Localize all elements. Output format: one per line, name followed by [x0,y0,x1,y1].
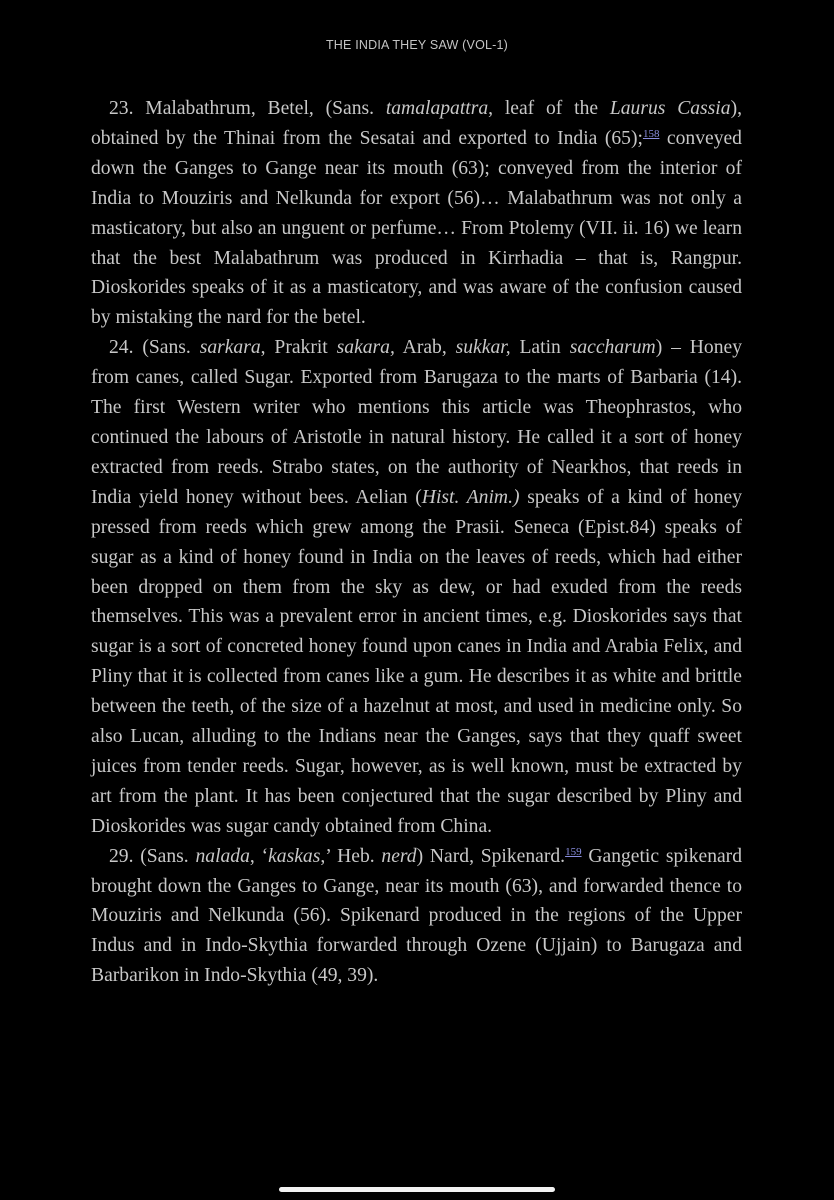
page-body [91,94,742,991]
text-run: ) – Honey from canes, called Sugar. Exported from Barugaza to the marts of Barbaria (14). The first Western writer who mentions this article was Theophrastos, who continued the labours of Aristotle in natural history. He called it a sort of honey extracted from reeds. Strabo states, on the authority of Nearkhos, that reeds in India yield honey without bees. Aelian ( [91,337,742,508]
italic-term: sakara, [336,337,395,359]
home-indicator[interactable] [279,1187,555,1192]
italic-term: tamalapattra [385,98,489,119]
italic-term: sukkar, [455,337,511,359]
text-run: 23. Malabathrum, Betel, (Sans. [109,98,386,119]
italic-term: kaskas [268,845,321,867]
running-header: THE INDIA THEY SAW (VOL-1) [325,38,509,52]
italic-term: saccharum [569,337,656,359]
footnote-link-159[interactable]: 159 [565,845,582,858]
italic-term: nerd [381,845,417,867]
paragraph-23 [91,94,742,333]
text-run: , Prakrit [260,337,337,359]
text-run: ) Nard, Spikenard. [416,845,566,867]
italic-term: Laurus Cassia [609,98,731,119]
text-run: Latin [510,337,570,359]
text-run: 29. (Sans. [109,845,196,867]
italic-term: Hist. Anim.) [421,486,520,508]
text-run: , ‘ [249,845,269,867]
text-run: conveyed down the Ganges to Gange near its mouth (63); conveyed from the interior of India to Mouziris and Nelkunda for export (56)… Malabathrum was not only a masticatory, but also an unguent or perfume… From Ptolemy (VII. ii. 16) we learn that the best Malabathrum was produced in Kirrhadia – that is, Rangpur. Dioskorides speaks of it as a masticatory, and was aware of the confusion caused by mistaking the nard for the betel. [91,127,742,329]
paragraph-29 [91,842,742,992]
footnote-link-158[interactable]: 158 [642,127,660,140]
text-run: ), obtained by the Thinai from the Sesatai and exported to India (65); [91,98,742,149]
text-run: , leaf of the [488,98,610,119]
text-run: 24. (Sans. [109,337,200,359]
italic-term: nalada [195,845,250,867]
text-run: ,’ Heb. [320,845,382,867]
italic-term: sarkara [199,337,261,359]
text-run: speaks of a kind of honey pressed from reeds which grew among the Prasii. Seneca (Epist.84) speaks of sugar as a kind of honey found in India on the leaves of reeds, which had either been dropped on them from the sky as dew, or had exuded from the reeds themselves. This was a prevalent error in ancient times, e.g. Dioskorides says that sugar is a sort of concreted honey found upon canes in India and Arabia Felix, and Pliny that it is collected from canes like a gum. He describes it as white and brittle between the teeth, of the size of a hazelnut at most, and used in medicine only. So also Lucan, alluding to the Indians near the Ganges, says that they quaff sweet juices from tender reeds. Sugar, however, as is well known, must be extracted by art from the plant. It has been conjectured that the sugar described by Pliny and Dioskorides was sugar candy obtained from China. [91,486,743,837]
text-run: Arab, [394,337,456,359]
paragraph-24 [91,333,742,841]
text-run: Gangetic spikenard brought down the Ganges to Gange, near its mouth (63), and forwarded thence to Mouziris and Nelkunda (56). Spikenard produced in the regions of the Upper Indus and in Indo-Skythia forwarded through Ozene (Ujjain) to Barugaza and Barbarikon in Indo-Skythia (49, 39). [91,845,743,987]
